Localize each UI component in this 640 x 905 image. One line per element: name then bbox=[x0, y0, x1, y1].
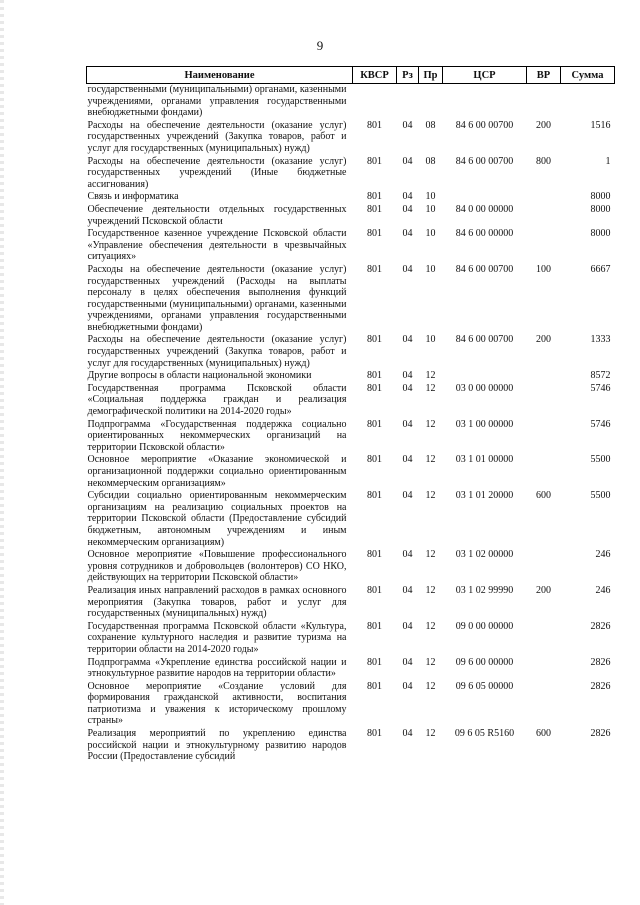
cell-pr: 10 bbox=[425, 334, 436, 346]
cell-sum: 246 bbox=[595, 584, 611, 596]
table-row bbox=[87, 681, 615, 728]
cell-rz: 04 bbox=[402, 334, 413, 346]
cell-sum: 8000 bbox=[590, 203, 611, 215]
budget-table-container bbox=[86, 66, 614, 764]
cell-kvsr: 801 bbox=[367, 549, 382, 561]
cell-pr: 12 bbox=[425, 680, 436, 692]
cell-csr bbox=[443, 84, 527, 120]
cell-csr: 03 1 02 99990 bbox=[455, 584, 514, 596]
cell-name: Реализация иных направлений расходов в рамках основного мероприятия (Закупка товаров, работ и услуг для государственных (муниципальных) нужд) bbox=[87, 584, 347, 620]
cell-pr: 10 bbox=[425, 228, 436, 240]
cell-csr: 03 1 01 00000 bbox=[455, 454, 514, 466]
header-sum: Сумма bbox=[561, 67, 615, 84]
cell-kvsr: 801 bbox=[367, 620, 382, 632]
cell-vr bbox=[527, 383, 561, 419]
cell-vr bbox=[527, 657, 561, 681]
cell-kvsr: 801 bbox=[367, 490, 382, 502]
cell-name: Субсидии социально ориентированным некоммерческим организациям на реализацию социальных проектов на территории Псковской области (Предоставление субсидий бюджетным, автономным учреждениям и иным некоммерческим организациям) bbox=[87, 490, 347, 548]
cell-vr bbox=[527, 621, 561, 657]
cell-vr: 600 bbox=[536, 490, 551, 502]
cell-vr: 200 bbox=[536, 334, 551, 346]
cell-rz: 04 bbox=[402, 680, 413, 692]
cell-pr: 10 bbox=[425, 191, 436, 203]
cell-name: Основное мероприятие «Повышение профессионального уровня сотрудников и добровольцев (волонтеров) СО НКО, действующих на территории Псковской области» bbox=[87, 549, 347, 584]
cell-rz: 04 bbox=[402, 454, 413, 466]
cell-rz: 04 bbox=[402, 549, 413, 561]
cell-name: Государственная программа Псковской области «Социальная поддержка граждан и реализация демографической политики на 2014-2020 годы» bbox=[87, 382, 347, 418]
cell-name: Расходы на обеспечение деятельности (оказание услуг) государственных учреждений (Закупка товаров, работ и услуг для государственных (муниципальных) нужд) bbox=[87, 119, 347, 154]
cell-pr: 12 bbox=[425, 656, 436, 668]
cell-sum: 1 bbox=[605, 155, 611, 167]
cell-pr: 12 bbox=[425, 549, 436, 561]
header-name: Наименование bbox=[87, 67, 353, 84]
cell-vr bbox=[527, 84, 561, 120]
cell-rz: 04 bbox=[402, 228, 413, 240]
cell-kvsr: 801 bbox=[367, 334, 382, 346]
cell-vr bbox=[527, 454, 561, 490]
cell-csr: 84 6 00 00700 bbox=[455, 155, 514, 167]
cell-sum: 2826 bbox=[590, 728, 611, 740]
cell-kvsr: 801 bbox=[367, 191, 382, 203]
cell-sum: 6667 bbox=[590, 263, 611, 275]
cell-pr: 12 bbox=[425, 454, 436, 466]
scan-edge-artifact bbox=[0, 0, 4, 905]
table-body bbox=[87, 84, 615, 764]
cell-kvsr: 801 bbox=[367, 228, 382, 240]
cell-rz: 04 bbox=[402, 370, 413, 382]
table-row bbox=[87, 383, 615, 419]
cell-name: Расходы на обеспечение деятельности (оказание услуг) государственных учреждений (Иные бюджетные ассигнования) bbox=[87, 155, 347, 190]
cell-name: Расходы на обеспечение деятельности (оказание услуг) государственных учреждений (Закупка товаров, работ и услуг для государственных (муниципальных) нужд) bbox=[87, 334, 347, 369]
cell-sum: 2826 bbox=[590, 680, 611, 692]
cell-vr bbox=[527, 228, 561, 264]
cell-rz: 04 bbox=[402, 155, 413, 167]
cell-name: Государственное казенное учреждение Псковской области «Управление обеспечения деятельности в чрезвычайных ситуациях» bbox=[87, 228, 347, 263]
cell-pr: 12 bbox=[425, 584, 436, 596]
header-vr: ВР bbox=[527, 67, 561, 84]
cell-pr bbox=[419, 84, 443, 120]
cell-rz: 04 bbox=[402, 490, 413, 502]
cell-rz: 04 bbox=[402, 584, 413, 596]
table-row bbox=[87, 549, 615, 585]
cell-pr: 12 bbox=[425, 620, 436, 632]
table-row bbox=[87, 264, 615, 335]
cell-kvsr: 801 bbox=[367, 155, 382, 167]
cell-kvsr: 801 bbox=[367, 370, 382, 382]
cell-kvsr: 801 bbox=[367, 382, 382, 394]
cell-kvsr: 801 bbox=[367, 263, 382, 275]
cell-rz: 04 bbox=[402, 203, 413, 215]
cell-sum: 5746 bbox=[590, 418, 611, 430]
cell-csr: 09 6 05 R5160 bbox=[454, 728, 515, 740]
cell-csr: 09 0 00 00000 bbox=[455, 620, 514, 632]
header-csr: ЦСР bbox=[443, 67, 527, 84]
cell-csr: 84 6 00 00000 bbox=[455, 228, 514, 240]
cell-name: Государственная программа Псковской области «Культура, сохранение культурного наследия и развитие туризма на территории области на 2014-2020 годы» bbox=[87, 620, 347, 655]
cell-name: Подпрограмма «Государственная поддержка социально ориентированных некоммерческих организаций на территории Псковской области» bbox=[87, 418, 347, 453]
cell-rz: 04 bbox=[402, 263, 413, 275]
cell-vr bbox=[527, 419, 561, 455]
cell-sum: 8000 bbox=[590, 228, 611, 240]
cell-csr: 03 1 00 00000 bbox=[455, 418, 514, 430]
table-row bbox=[87, 585, 615, 621]
cell-vr: 200 bbox=[536, 119, 551, 131]
cell-name: Подпрограмма «Укрепление единства российской нации и этнокультурное развитие народов на территории области» bbox=[87, 656, 347, 680]
cell-sum: 1516 bbox=[590, 119, 611, 131]
cell-csr bbox=[443, 191, 527, 204]
cell-rz: 04 bbox=[402, 119, 413, 131]
table-row bbox=[87, 621, 615, 657]
table-row bbox=[87, 454, 615, 490]
table-row bbox=[87, 370, 615, 383]
cell-kvsr: 801 bbox=[367, 584, 382, 596]
cell-vr: 600 bbox=[536, 728, 551, 740]
cell-rz: 04 bbox=[402, 418, 413, 430]
cell-name: Реализация мероприятий по укреплению единства российской нации и этнокультурному развитию народов России (Предоставление субсидий bbox=[87, 728, 347, 763]
cell-sum: 8000 bbox=[590, 191, 611, 203]
cell-pr: 12 bbox=[425, 728, 436, 740]
cell-pr: 12 bbox=[425, 382, 436, 394]
cell-rz: 04 bbox=[402, 728, 413, 740]
cell-kvsr: 801 bbox=[367, 454, 382, 466]
cell-rz: 04 bbox=[402, 382, 413, 394]
page-number: 9 bbox=[316, 38, 324, 53]
cell-csr: 09 6 00 00000 bbox=[455, 656, 514, 668]
cell-vr: 100 bbox=[536, 263, 551, 275]
cell-pr: 08 bbox=[425, 119, 436, 131]
cell-pr: 10 bbox=[425, 263, 436, 275]
cell-name: Основное мероприятие «Создание условий для формирования гражданской активности, воспитания патриотизма и уважения к историческому прошлому страны» bbox=[87, 680, 347, 727]
header-kvsr: КВСР bbox=[353, 67, 397, 84]
cell-vr bbox=[527, 549, 561, 585]
cell-vr bbox=[527, 204, 561, 228]
cell-vr bbox=[527, 191, 561, 204]
cell-name: Обеспечение деятельности отдельных государственных учреждений Псковской области bbox=[87, 203, 347, 227]
cell-sum: 246 bbox=[595, 549, 611, 561]
cell-rz: 04 bbox=[402, 620, 413, 632]
cell-csr: 03 0 00 00000 bbox=[455, 382, 514, 394]
table-row bbox=[87, 120, 615, 156]
cell-vr bbox=[527, 370, 561, 383]
table-header-row bbox=[87, 67, 615, 84]
cell-kvsr: 801 bbox=[367, 418, 382, 430]
cell-sum: 8572 bbox=[590, 370, 611, 382]
cell-rz bbox=[397, 84, 419, 120]
cell-name: Расходы на обеспечение деятельности (оказание услуг) государственных учреждений (Расходы на выплаты персоналу в целях обеспечения выполнения функций государственными (муниципальными) органами, казенными учреждениями, органами управления государственными внебюджетными фондами) bbox=[87, 263, 347, 333]
cell-name: государственными (муниципальными) органами, казенными учреждениями, органами управления государственными внебюджетными фондами) bbox=[87, 84, 347, 119]
table-row bbox=[87, 334, 615, 370]
cell-kvsr: 801 bbox=[367, 656, 382, 668]
header-rz: Рз bbox=[397, 67, 419, 84]
cell-csr: 84 0 00 00000 bbox=[455, 203, 514, 215]
cell-pr: 12 bbox=[425, 370, 436, 382]
cell-kvsr: 801 bbox=[367, 728, 382, 740]
cell-vr bbox=[527, 681, 561, 728]
cell-sum: 5746 bbox=[590, 382, 611, 394]
table-row bbox=[87, 84, 615, 120]
cell-rz: 04 bbox=[402, 656, 413, 668]
cell-csr: 84 6 00 00700 bbox=[455, 263, 514, 275]
cell-sum: 1333 bbox=[590, 334, 611, 346]
cell-csr bbox=[443, 370, 527, 383]
cell-sum: 2826 bbox=[590, 620, 611, 632]
cell-vr: 200 bbox=[536, 584, 551, 596]
cell-name: Связь и информатика bbox=[87, 191, 179, 203]
cell-csr: 03 1 01 20000 bbox=[455, 490, 514, 502]
cell-csr: 03 1 02 00000 bbox=[455, 549, 514, 561]
table-row bbox=[87, 419, 615, 455]
cell-sum: 5500 bbox=[590, 490, 611, 502]
cell-csr: 84 6 00 00700 bbox=[455, 334, 514, 346]
cell-pr: 12 bbox=[425, 490, 436, 502]
cell-kvsr: 801 bbox=[367, 119, 382, 131]
cell-name: Основное мероприятие «Оказание экономической и организационной поддержки социально ориентированным некоммерческим организациям» bbox=[87, 454, 347, 489]
cell-pr: 12 bbox=[425, 418, 436, 430]
table-row bbox=[87, 490, 615, 549]
table-row bbox=[87, 228, 615, 264]
cell-kvsr bbox=[353, 84, 397, 120]
cell-sum bbox=[561, 84, 615, 120]
cell-rz: 04 bbox=[402, 191, 413, 203]
budget-table bbox=[86, 66, 615, 764]
cell-name: Другие вопросы в области национальной экономики bbox=[87, 370, 312, 382]
table-row bbox=[87, 204, 615, 228]
cell-sum: 2826 bbox=[590, 656, 611, 668]
table-row bbox=[87, 156, 615, 192]
table-row bbox=[87, 657, 615, 681]
header-pr: Пр bbox=[419, 67, 443, 84]
cell-kvsr: 801 bbox=[367, 203, 382, 215]
cell-sum: 5500 bbox=[590, 454, 611, 466]
cell-vr: 800 bbox=[536, 155, 551, 167]
cell-pr: 08 bbox=[425, 155, 436, 167]
cell-kvsr: 801 bbox=[367, 680, 382, 692]
cell-pr: 10 bbox=[425, 203, 436, 215]
cell-csr: 84 6 00 00700 bbox=[455, 119, 514, 131]
table-row bbox=[87, 191, 615, 204]
cell-csr: 09 6 05 00000 bbox=[455, 680, 514, 692]
table-row bbox=[87, 728, 615, 764]
